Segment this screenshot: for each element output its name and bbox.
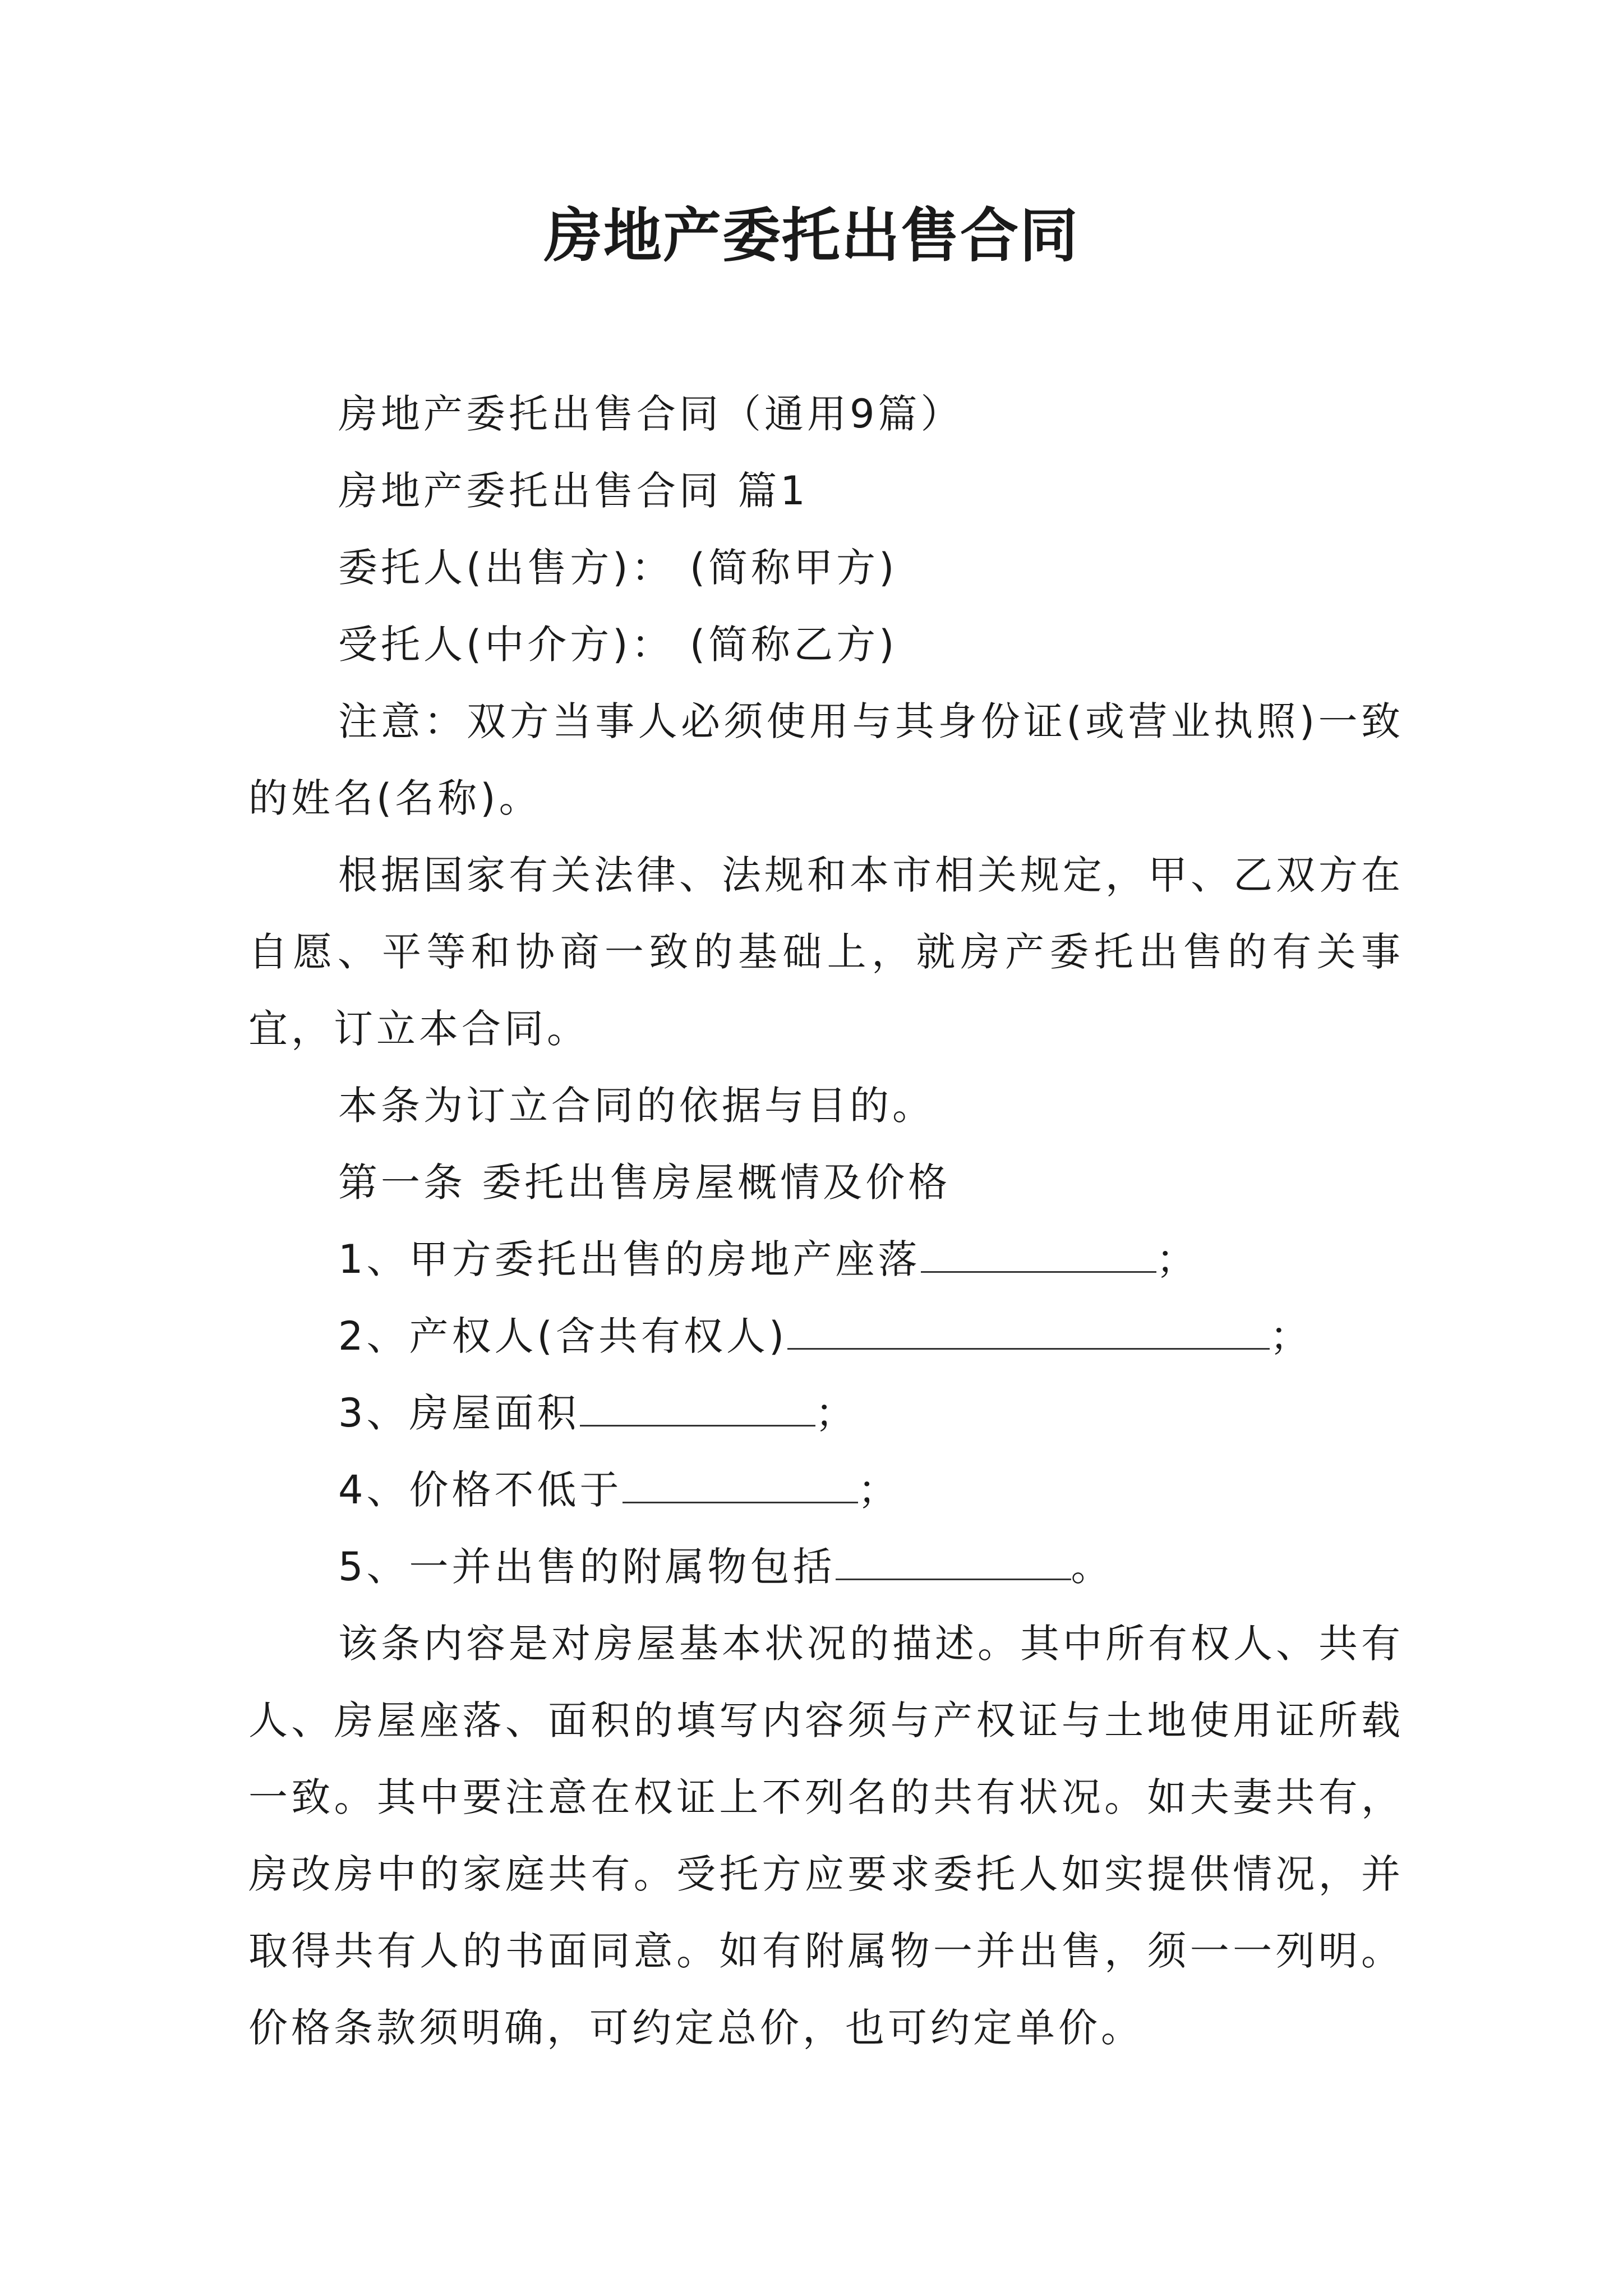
fill-in-blank-owner bbox=[787, 1314, 1270, 1350]
fill-in-blank-location bbox=[921, 1237, 1156, 1273]
paragraph-principal: 委托人(出售方)： (简称甲方) bbox=[338, 545, 898, 591]
fill-in-blank-attachments bbox=[836, 1545, 1071, 1580]
item-price-label: 4、价格不低于 bbox=[338, 1467, 623, 1513]
paragraph-subheading: 房地产委托出售合同 篇1 bbox=[338, 468, 809, 514]
document-title: 房地产委托出售合同 bbox=[543, 201, 1079, 270]
item-area bbox=[248, 1375, 1404, 1452]
paragraph-basis: 根据国家有关法律、法规和本市相关规定，甲、乙双方在自愿、平等和协商一致的基础上，就房产委托出售的有关事宜，订立本合同。 bbox=[248, 852, 1404, 1052]
item-area-label: 3、房屋面积 bbox=[338, 1390, 580, 1436]
item-attachments-label: 5、一并出售的附属物包括 bbox=[338, 1544, 836, 1590]
item-area-end: ； bbox=[815, 1390, 858, 1436]
paragraph-purpose: 本条为订立合同的依据与目的。 bbox=[338, 1083, 935, 1129]
article-one-heading: 第一条 委托出售房屋概情及价格 bbox=[338, 1159, 951, 1205]
fill-in-blank-area bbox=[580, 1391, 815, 1427]
item-owner-label: 2、产权人(含共有权人) bbox=[338, 1313, 788, 1359]
item-location bbox=[248, 1221, 1404, 1298]
item-attachments-end: 。 bbox=[1071, 1544, 1114, 1590]
paragraph-agent: 受托人(中介方)： (简称乙方) bbox=[338, 622, 898, 668]
paragraph-explanation: 该条内容是对房屋基本状况的描述。其中所有权人、共有人、房屋座落、面积的填写内容须与产权证与土地使用证所载一致。其中要注意在权证上不列名的共有状况。如夫妻共有，房改房中的家庭共有。受托方应要求委托人如实提供情况，并取得共有人的书面同意。如有附属物一并出售，须一一列明。价格条款须明确，可约定总价，也可约定单价。 bbox=[248, 1621, 1404, 2051]
item-location-end: ； bbox=[1156, 1236, 1199, 1282]
item-owner-end: ； bbox=[1270, 1313, 1313, 1359]
item-price-end: ； bbox=[857, 1467, 901, 1513]
item-owner bbox=[248, 1298, 1404, 1375]
item-location-label: 1、甲方委托出售的房地产座落 bbox=[338, 1236, 921, 1282]
fill-in-blank-price bbox=[623, 1468, 858, 1503]
paragraph-heading: 房地产委托出售合同（通用9篇） bbox=[338, 391, 963, 437]
paragraph-notice: 注意：双方当事人必须使用与其身份证(或营业执照)一致的姓名(名称)。 bbox=[248, 698, 1404, 821]
item-attachments bbox=[248, 1529, 1404, 1605]
document-body bbox=[248, 376, 1404, 2067]
item-price bbox=[248, 1452, 1404, 1529]
